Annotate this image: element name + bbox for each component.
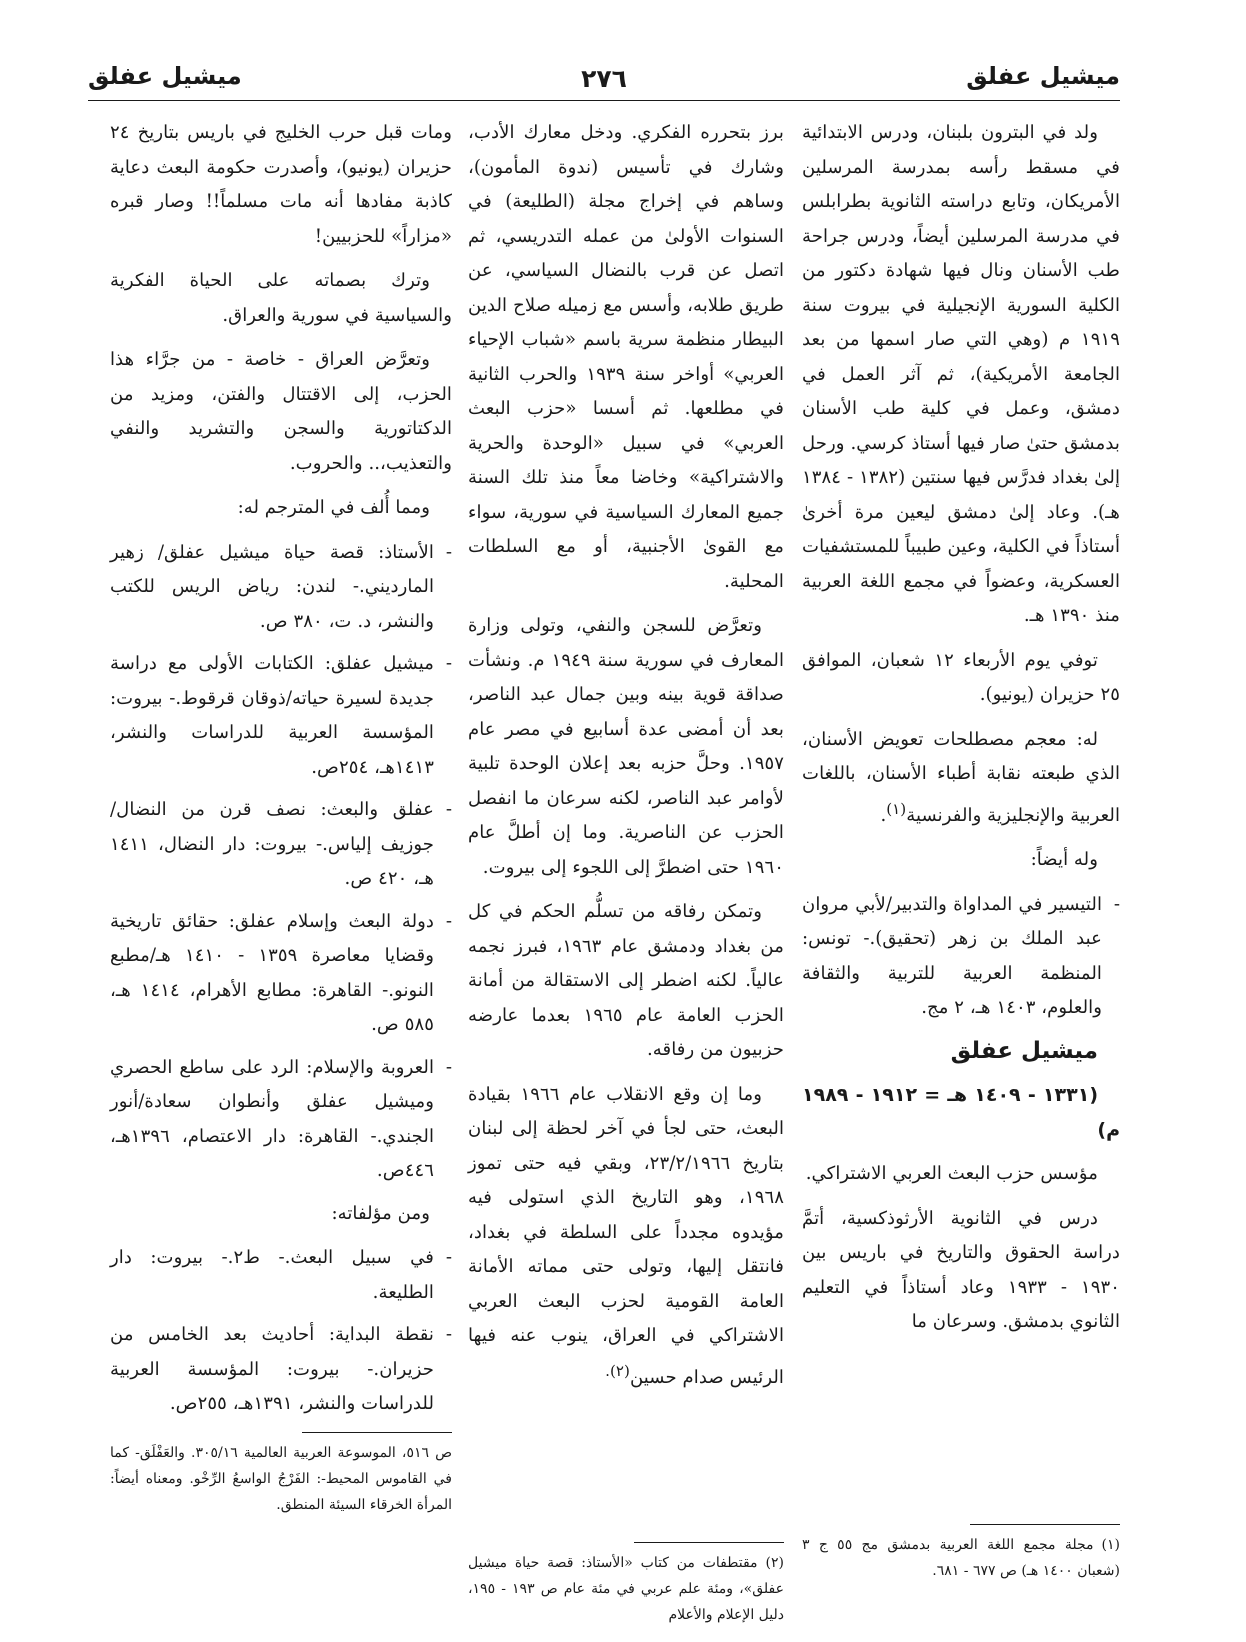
footnote-right [802,1532,1120,1584]
footnote-rule [634,1542,784,1543]
paragraph: برز بتحرره الفكري. ودخل معارك الأدب، وشارك في تأسيس (ندوة المأمون)، وساهم في إخراج مجلة (الطليعة) في السنوات الأولىٰ من عمله التدريسي، ثم اتصل عن قرب بالنضال السياسي، عن طريق طلابه، وأسس مع زميله صلاح الدين البيطار منظمة سرية باسم «شباب الإحياء العربي» أواخر سنة ١٩٣٩ والحرب الثانية في مطلعها. ثم أسسا «حزب البعث العربي» في سبيل «الوحدة والحرية والاشتراكية» وخاضا معاً منذ تلك السنة جميع المعارك السياسية في سورية، سواء مع القوىٰ الأجنبية، أو مع السلطات المحلية. [468,122,784,592]
running-head-right: ميشيل عفلق [966,62,1120,90]
list-item: - دولة البعث وإسلام عفلق: حقائق تاريخية وقضايا معاصرة ١٣٥٩ - ١٤١٠ هـ/مطبع النونو.- القاهرة: مطابع الأهرام، ١٤١٤ هـ، ٥٨٥ ص. [110,905,452,1043]
footnote-rule [970,1524,1120,1525]
paragraph: له: معجم مصطلحات تعويض الأسنان، الذي طبعته نقابة أطباء الأسنان، باللغات العربية والإنجليزية والفرنسية$^{(١)}$. [802,728,1120,826]
footnote-ref: (١) [886,799,907,818]
paragraph: ومات قبل حرب الخليج في باريس بتاريخ ٢٤ حزيران (يونيو)، وأصدرت حكومة البعث دعاية كاذبة مفادها أنه مات مسلماً!! وصار قبره «مزاراً» للحزبيين! [110,122,452,247]
paragraph-text: له: معجم مصطلحات تعويض الأسنان، الذي طبعته نقابة أطباء الأسنان، باللغات العربية والإنجليزية والفرنسية [802,728,1120,826]
list-item: - عفلق والبعث: نصف قرن من النضال/جوزيف إلياس.- بيروت: دار النضال، ١٤١١ هـ، ٤٢٠ ص. [110,793,452,897]
footnote-text: مقتطفات من كتاب «الأستاذ: قصة حياة ميشيل عفلق»، ومئة علم عربي في مئة عام ص ١٩٣ - ١٩٥، دليل الإعلام والأعلام [468,1555,784,1623]
paragraph-text: وما إن وقع الانقلاب عام ١٩٦٦ بقيادة البعث، حتى لجأ في آخر لحظة إلى لبنان بتاريخ ٢٣/٢/١٩٦٦، وبقي فيه حتى تموز ١٩٦٨، وهو التاريخ الذي استولى فيه مؤيدوه مجدداً على السلطة في بغداد، فانتقل إليها، وتولى حتى مماته الأمانة العامة القومية لحزب البعث العربي الاشتراكي في العراق، ينوب عنه فيها الرئيس صدام حسين [468,1083,784,1388]
biographies-list [110,536,452,1189]
footnote-number: (٢) [765,1555,784,1571]
list-item: - ميشيل عفلق: الكتابات الأولى مع دراسة جديدة لسيرة حياته/ذوقان قرقوط.- بيروت: المؤسسة العربية للدراسات والنشر، ١٤١٣هـ، ٢٥٤ص. [110,647,452,785]
paragraph: وتعرَّض العراق - خاصة - من جرَّاء هذا الحزب، إلى الاقتتال والفتن، ومزيد من الدكتاتورية والسجن والتشريد والنفي والتعذيب،.. والحروب. [110,349,452,474]
header-rule [88,100,1120,101]
paragraph: ومن مؤلفاته: [331,1202,430,1224]
paragraph: وترك بصماته على الحياة الفكرية والسياسية في سورية والعراق. [110,270,452,326]
works-list [802,888,1120,1026]
paragraph: توفي يوم الأربعاء ١٢ شعبان، الموافق ٢٥ حزيران (يونيو). [802,649,1120,705]
footnote-left: ص ٥١٦، الموسوعة العربية العالمية ٣٠٥/١٦. والعَفْلَق- كما في القاموس المحيط-: الفَرْجُ الواسعُ الرِّخْو. ومعناه أيضاً: المرأة الخرقاء السيئة المنطق. [110,1445,453,1513]
list-item: - التيسير في المداواة والتدبير/لأبي مروان عبد الملك بن زهر (تحقيق).- تونس: المنظمة العربية للتربية والثقافة والعلوم، ١٤٠٣ هـ، ٢ مج. [802,888,1120,1026]
page-number: ٢٧٦ [581,64,627,93]
paragraph: مؤسس حزب البعث العربي الاشتراكي. [805,1163,1098,1185]
paragraph: وتمكن رفاقه من تسلُّم الحكم في كل من بغداد ودمشق عام ١٩٦٣، فبرز نجمه عالياً. لكنه اضطر إلى الاستقالة من أمانة الحزب العامة عام ١٩٦٥ بعدما عارضه حزبيون من رفاقه. [468,901,784,1060]
list-item: - في سبيل البعث.- ط٢.- بيروت: دار الطليعة. [110,1241,452,1310]
footnote-text: مجلة مجمع اللغة العربية بدمشق مج ٥٥ ج ٣ (شعبان ١٤٠٠ هـ) ص ٦٧٧ - ٦٨١. [802,1537,1120,1579]
paragraph: درس في الثانوية الأرثوذكسية، أتمَّ دراسة الحقوق والتاريخ في باريس بين ١٩٣٠ - ١٩٣٣ وعاد أستاذاً في التعليم الثانوي بدمشق. وسرعان ما [802,1207,1120,1333]
column-middle [468,116,784,1405]
footnote-ref: (٢). [605,1361,630,1380]
running-head-left: ميشيل عفلق [88,62,242,90]
list-item: - الأستاذ: قصة حياة ميشيل عفلق/ زهير المارديني.- لندن: رياض الريس للكتب والنشر، د. ت، ٣٨٠ ص. [110,536,452,640]
paragraph [468,1078,784,1396]
paragraph: ولد في البترون بلبنان، ودرس الابتدائية في مسقط رأسه بمدرسة المرسلين الأمريكان، وتابع دراسته الثانوية بطرابلس في مدرسة المرسلين أيضاً، ودرس جراحة طب الأسنان ونال فيها شهادة دكتور من الكلية السورية الإنجيلية في بيروت سنة ١٩١٩ م (وهي التي صار اسمها من بعد الجامعة الأمريكية)، ثم آثر العمل في دمشق، وعمل في كلية طب الأسنان بدمشق حتىٰ صار فيها أستاذ كرسي. ورحل إلىٰ بغداد فدرَّس فيها سنتين (١٣٨٢ - ١٣٨٤ هـ). وعاد إلىٰ دمشق ليعين مرة أخرىٰ أستاذاً في الكلية، وعين طبيباً للمستشفيات العسكرية، وعضواً في مجمع اللغة العربية منذ ١٣٩٠ هـ. [802,122,1120,626]
entry-dates: (١٣٣١ - ١٤٠٩ هـ = ١٩١٢ - ١٩٨٩ م) [802,1084,1120,1141]
list-item: - العروبة والإسلام: الرد على ساطع الحصري وميشيل عفلق وأنطوان سعادة/أنور الجندي.- القاهرة: دار الاعتصام، ١٣٩٦هـ، ٤٤٦ص. [110,1051,452,1189]
column-right [802,116,1120,1350]
entry-title: ميشيل عفلق [950,1037,1098,1064]
paragraph: وتعرَّض للسجن والنفي، وتولى وزارة المعارف في سورية سنة ١٩٤٩ م. ونشأت صداقة قوية بينه وبين جمال عبد الناصر، بعد أن أمضى عدة أسابيع في مصر عام ١٩٥٧. وحلَّ حزبه بعد إعلان الوحدة تلبية لأوامر عبد الناصر، لكنه سرعان ما انفصل الحزب عن الناصرية. وما إن أطلَّ عام ١٩٦٠ حتى اضطرَّ إلى اللجوء إلى بيروت. [468,615,785,878]
paragraph: ومما أُلف في المترجم له: [237,497,430,518]
list-item: - نقطة البداية: أحاديث بعد الخامس من حزيران.- بيروت: المؤسسة العربية للدراسات والنشر، ١٣٩١هـ، ٢٥٥ص. [110,1318,452,1422]
footnote-rule [302,1432,452,1433]
footnote-number: (١) [1101,1537,1120,1553]
column-left [110,116,452,1430]
footnote-middle [468,1550,784,1628]
paragraph: وله أيضاً: [1030,849,1098,871]
works-list [110,1241,452,1422]
